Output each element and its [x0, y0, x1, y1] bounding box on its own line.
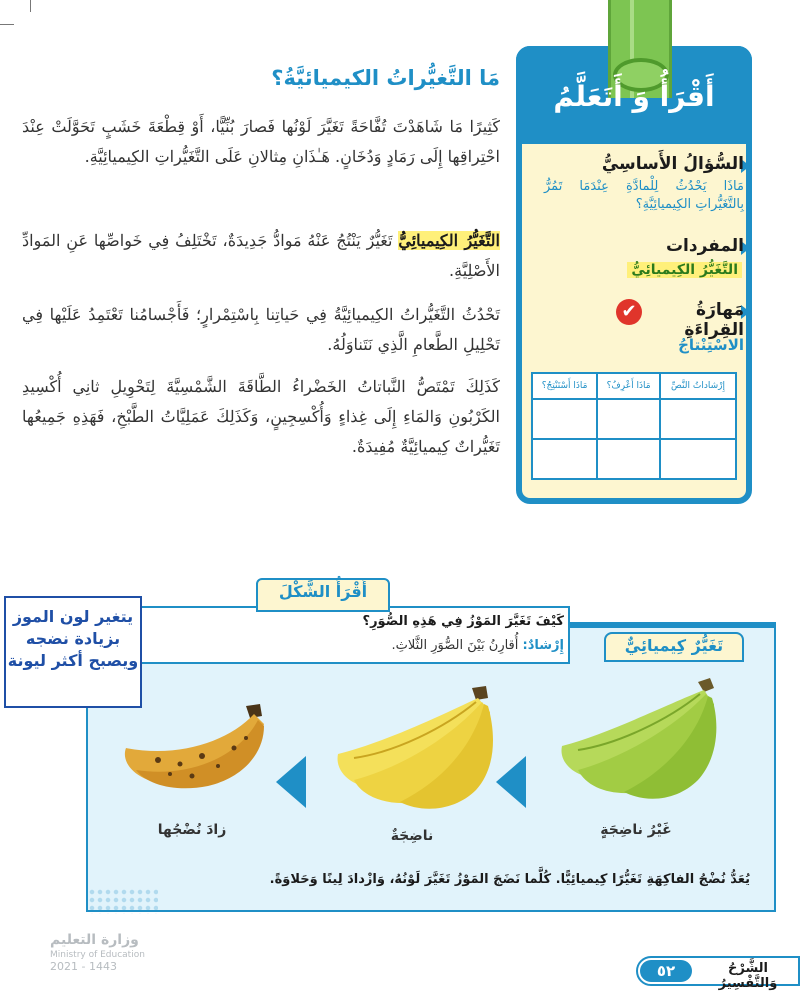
- hint-label: إِرْشادٌ:: [522, 638, 564, 653]
- hint-text: أُقارِنُ بَيْنَ الصُّوَرِ الثَّلاثِ.: [391, 638, 523, 653]
- arrow-left-icon: [496, 756, 526, 808]
- unripe-banana-image: [548, 674, 724, 806]
- ripe-banana-image: [326, 684, 502, 816]
- ministry-logo-dots: [88, 888, 158, 914]
- read-figure-title: أَقْرَأُ الشَّكْلَ: [278, 582, 368, 601]
- reading-skill-name: الاسْتِنْتاجُ: [678, 336, 744, 354]
- table-cell: [660, 399, 736, 439]
- crop-mark-vertical: [30, 0, 31, 12]
- card-title: أَقْرَأُ وَ أَتَعَلَّمُ: [553, 80, 715, 113]
- annotation-note-text: يتغير لون الموز بزيادة نضجه ويصبح أكثر ليونة: [7, 607, 139, 670]
- chemical-change-title: تَغَيُّرٌ كِيميائِيٌّ: [624, 636, 724, 655]
- table-cell: [532, 399, 597, 439]
- reading-skill-label: مَهارَةُ القِراءَةِ: [684, 300, 744, 340]
- table-header: مَاذَا أَسْتَنْتِجُ؟: [532, 373, 597, 399]
- paragraph-4: كَذَلِكَ تَمْتَصُّ النَّباتاتُ الخَضْراءُ الطَّاقَةَ الشَّمْسِيَّةَ لِتَحْوِيلِ ثانِي أُكْسِيدِ الكَرْبُونِ وَالمَاءِ إِلَى غِذاءٍ وَأُكْسِجِينٍ، وَكَذَلِكَ عَمَلِيَّاتُ الطَّبْخِ، فَهَذِهِ جَمِيعُها تَغَيُّراتٌ كِيميائِيَّةٌ مُفِيدَةٌ.: [22, 377, 501, 456]
- vocabulary-label: المفردات: [665, 236, 744, 256]
- table-cell: [597, 439, 660, 479]
- caption-unripe: غَيْرُ ناضِجَةٍ: [600, 822, 672, 838]
- paragraph-2: [22, 226, 500, 286]
- essential-question-text: مَاذَا يَحْدُثُ لِلْمادَّةِ عِنْدَمَا تَمُرُّ بِالتَّغَيُّراتِ الكِيميائِيَّةِ؟: [544, 179, 744, 212]
- table-header: إِرْشاداتُ النَّصِّ: [660, 373, 736, 399]
- section-title: مَا التَّغيُّراتُ الكيميائيَّةُ؟: [271, 66, 500, 90]
- ministry-name-english: Ministry of Education: [50, 950, 145, 960]
- edition-year: 2021 - 1443: [50, 960, 117, 973]
- inference-table: [531, 372, 737, 480]
- definition-term: التَّغَيُّرُ الكِيميائِيُّ: [398, 231, 500, 250]
- arrow-left-icon: [276, 756, 306, 808]
- vocabulary-term: التَّغَيُّرُ الكِيميائِيُّ: [627, 262, 742, 278]
- overripe-banana-image: [118, 702, 272, 792]
- checkmark-icon: ✔: [616, 299, 642, 325]
- figure-caption: يُعَدُّ نُضْجُ الفاكِهَةِ تَغَيُّرًا كِيميائِيًّا. كُلَّما نَضَجَ المَوْزُ تَغَيَّرَ لَوْنُهُ، وَازْدادَ لِينًا وَحَلاوَةً.: [269, 872, 750, 887]
- table-header: مَاذَا أَعْرِفُ؟: [597, 373, 660, 399]
- definition-text: تَغَيُّرٌ يَنْتُجُ عَنْهُ مَوادُّ جَدِيدَةٌ، تَخْتَلِفُ فِي خَواصِّها عَنِ المَوادِّ الأَصْلِيَّةِ.: [22, 231, 500, 280]
- table-cell: [597, 399, 660, 439]
- essential-question-label: السُّؤالُ الأَساسِيُّ: [601, 154, 744, 174]
- figure-hint: [144, 638, 564, 653]
- paragraph-1: كَثِيرًا مَا شَاهَدْتَ تُفَّاحَةً تَغَيَّرَ لَوْنُها فَصارَ بُنِّيًّا، أَوْ قِطْعَةَ خَشَبٍ تَحَوَّلَتْ عِنْدَ احْتِراقِها إِلَى رَمَادٍ وَدُخَانٍ. هَـٰذَانِ مِثالانِ عَلَى التَّغَيُّراتِ الكِيميائِيَّةِ.: [22, 117, 500, 166]
- paragraph-3: تَحْدُثُ التَّغَيُّراتُ الكِيميائِيَّةُ فِي حَياتِنا بِاسْتِمْرارٍ؛ فَأَجْسامُنا تَعْتَمِدُ عَلَيْها فِي تَحْلِيلِ الطَّعامِ الَّذِي نَتَناوَلُهُ.: [22, 305, 500, 354]
- caption-ripe: ناضِجَةٌ: [390, 828, 434, 844]
- caption-overripe: زادَ نُضْجُها: [157, 822, 227, 838]
- footer-section-title: الشَّرْحُ وَالتَّفْسِيرُ: [718, 961, 778, 991]
- crop-mark-horizontal: [0, 24, 14, 25]
- table-cell: [660, 439, 736, 479]
- table-cell: [532, 439, 597, 479]
- figure-question: كَيْفَ تَغَيَّرَ المَوْزُ فِي هَذِهِ الصُّوَرِ؟: [362, 614, 564, 629]
- page-number: ٥٢: [640, 960, 692, 982]
- ministry-name: وزارة التعليم: [50, 932, 139, 948]
